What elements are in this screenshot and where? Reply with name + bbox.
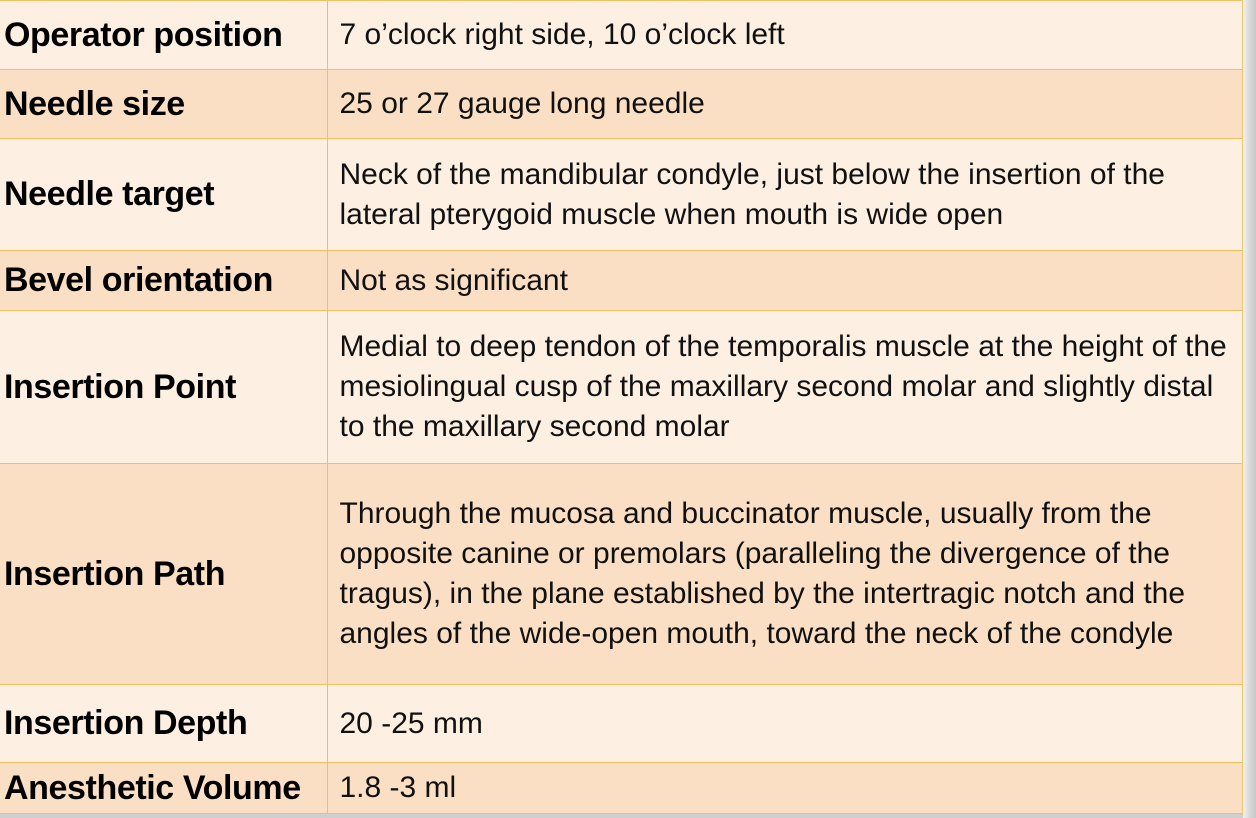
row-label: Needle size: [0, 70, 327, 139]
table-row-needle-size: [0, 70, 1242, 139]
row-value: Not as significant: [327, 251, 1242, 311]
table-row-operator-position: [0, 1, 1242, 70]
row-label: Bevel orientation: [0, 251, 327, 311]
row-label: Anesthetic Volume: [0, 763, 327, 814]
row-value: 1.8 -3 ml: [327, 763, 1242, 814]
row-value: Medial to deep tendon of the temporalis muscle at the height of the mesiolingual cusp of the maxillary second molar and slightly distal to the maxillary second molar: [327, 311, 1242, 464]
table-row-needle-target: [0, 139, 1242, 251]
row-value: Neck of the mandibular condyle, just below the insertion of the lateral pterygoid muscle when mouth is wide open: [327, 139, 1242, 251]
slide-edge-strip: [1243, 0, 1256, 818]
row-label: Insertion Point: [0, 311, 327, 464]
row-label: Needle target: [0, 139, 327, 251]
row-label: Insertion Depth: [0, 685, 327, 763]
row-label: Insertion Path: [0, 464, 327, 685]
table-row-insertion-depth: [0, 685, 1242, 763]
table-row-bevel-orientation: [0, 251, 1242, 311]
row-value: 20 -25 mm: [327, 685, 1242, 763]
row-value: 25 or 27 gauge long needle: [327, 70, 1242, 139]
row-value: 7 o’clock right side, 10 o’clock left: [327, 1, 1242, 70]
row-label: Operator position: [0, 1, 327, 70]
table-row-anesthetic-volume: [0, 763, 1242, 814]
table-row-insertion-path: [0, 464, 1242, 685]
table-row-insertion-point: [0, 311, 1242, 464]
row-value: Through the mucosa and buccinator muscle, usually from the opposite canine or premolars (paralleling the divergence of the tragus), in the plane established by the intertragic notch and the angles of the wide-open mouth, toward the neck of the condyle: [327, 464, 1242, 685]
